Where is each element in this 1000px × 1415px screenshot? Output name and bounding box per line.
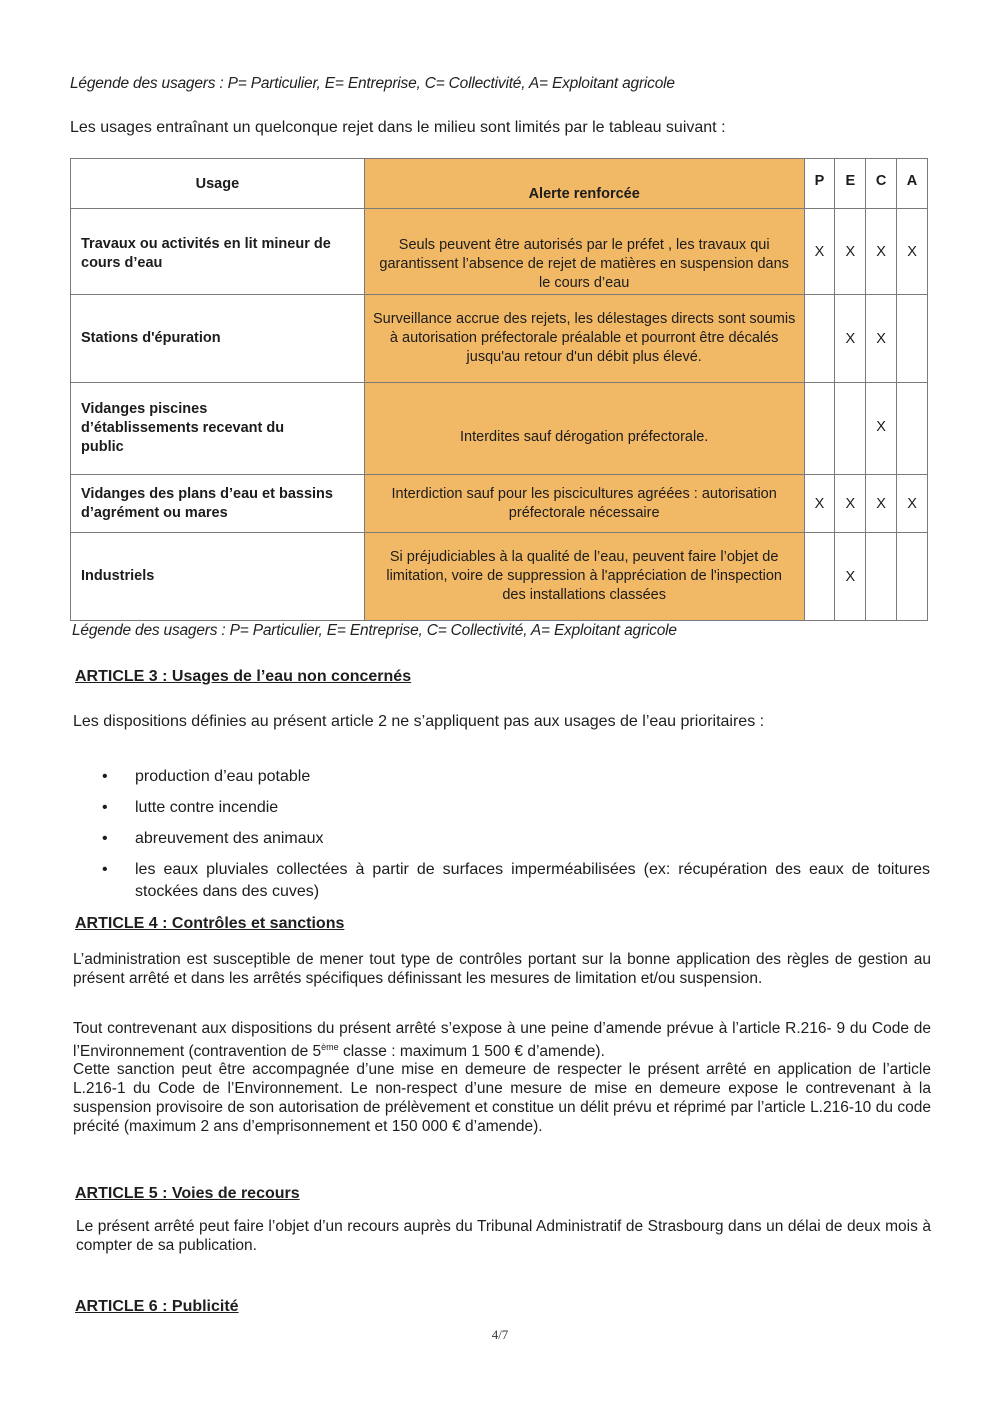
list-item: • lutte contre incendie xyxy=(102,799,279,816)
legend-bottom: Légende des usagers : P= Particulier, E= Entreprise, C= Collectivité, A= Exploitant agricole xyxy=(72,622,677,639)
header-c: C xyxy=(866,159,897,209)
table-header-row xyxy=(71,159,928,209)
c-cell xyxy=(866,533,897,621)
page-number: 4/7 xyxy=(491,1327,509,1342)
bullet-icon: • xyxy=(102,861,108,878)
a-cell xyxy=(897,533,928,621)
bullet-icon: • xyxy=(102,768,108,785)
table-row xyxy=(71,209,928,295)
list-item: • production d’eau potable xyxy=(102,768,311,785)
article3-bullet-list xyxy=(100,766,930,913)
header-p: P xyxy=(804,159,835,209)
header-usage: Usage xyxy=(71,159,365,209)
usage-cell: Stations d'épuration xyxy=(71,295,365,383)
bullet-icon: • xyxy=(102,799,108,816)
usage-cell: Industriels xyxy=(71,533,365,621)
e-cell xyxy=(835,383,866,475)
header-e: E xyxy=(835,159,866,209)
list-item: • les eaux pluviales collectées à partir de surfaces imperméabilisées (ex: récupération des eaux de toitures stockées dans des cuves) xyxy=(102,861,930,900)
a-cell xyxy=(897,383,928,475)
alert-cell: Si préjudiciables à la qualité de l’eau, peuvent faire l’objet de limitation, voire de suppression à l'appréciation de l'inspection des installations classées xyxy=(364,533,804,621)
legend-top: Légende des usagers : P= Particulier, E= Entreprise, C= Collectivité, A= Exploitant agricole xyxy=(70,75,675,92)
bullet-icon: • xyxy=(102,830,108,847)
a-cell: X xyxy=(897,209,928,295)
article4-paragraph-3: Cette sanction peut être accompagnée d’une mise en demeure de respecter le présent arrêté en application de l’article L.216-1 du Code de l’Environnement. Le non-respect d’une mesure de mise en demeure expose le contrevenant à la suspension provisoire de son autorisation de prélèvement et constitue un délit prévu et réprimé par l’article L.216-10 du code précité (maximum 2 ans d’emprisonnement et 150 000 € d’amende). xyxy=(73,1061,931,1135)
e-cell: X xyxy=(835,475,866,533)
usage-cell: Vidanges piscines d’établissements recevant du public xyxy=(71,383,365,475)
a-cell xyxy=(897,295,928,383)
alert-cell: Interdites sauf dérogation préfectorale. xyxy=(364,383,804,475)
table-row xyxy=(71,383,928,475)
usage-cell: Travaux ou activités en lit mineur de cours d’eau xyxy=(71,209,365,295)
c-cell: X xyxy=(866,383,897,475)
c-cell: X xyxy=(866,209,897,295)
e-cell: X xyxy=(835,295,866,383)
table-row xyxy=(71,295,928,383)
p-cell: X xyxy=(804,209,835,295)
c-cell: X xyxy=(866,475,897,533)
list-item: • abreuvement des animaux xyxy=(102,830,324,847)
table-row xyxy=(71,475,928,533)
alert-cell: Seuls peuvent être autorisés par le préfet , les travaux qui garantissent l’absence de rejet de matières en suspension dans le cours d’eau xyxy=(364,209,804,295)
article5-heading: ARTICLE 5 : Voies de recours xyxy=(75,1185,300,1202)
article6-heading: ARTICLE 6 : Publicité xyxy=(75,1298,239,1315)
alert-cell: Surveillance accrue des rejets, les délestages directs sont soumis à autorisation préfectorale préalable et pourront être décalés jusqu'au retour d'un débit plus élevé. xyxy=(364,295,804,383)
c-cell: X xyxy=(866,295,897,383)
article5-paragraph: Le présent arrêté peut faire l’objet d’un recours auprès du Tribunal Administratif de Strasbourg dans un délai de deux mois à compter de sa publication. xyxy=(76,1218,931,1254)
usage-restrictions-table xyxy=(70,158,928,621)
p-cell: X xyxy=(804,475,835,533)
e-cell: X xyxy=(835,209,866,295)
alert-cell: Interdiction sauf pour les piscicultures agréées : autorisation préfectorale nécessaire xyxy=(364,475,804,533)
article4-paragraph-1: L’administration est susceptible de mener tout type de contrôles portant sur la bonne application des règles de gestion au présent arrêté et dans les arrêtés spécifiques définissant les mesures de limitation et/ou suspension. xyxy=(73,951,931,987)
p-cell xyxy=(804,383,835,475)
article3-heading: ARTICLE 3 : Usages de l’eau non concernés xyxy=(75,668,412,685)
article4-paragraph-2: Tout contrevenant aux dispositions du présent arrêté s’expose à une peine d’amende prévue à l’article R.216- 9 du Code de l’Environnement (contravention de 5ème classe : maximum 1 500 € d’amende). xyxy=(73,1020,931,1061)
table-row xyxy=(71,533,928,621)
a-cell: X xyxy=(897,475,928,533)
header-a: A xyxy=(897,159,928,209)
p-cell xyxy=(804,533,835,621)
table-intro: Les usages entraînant un quelconque rejet dans le milieu sont limités par le tableau suivant : xyxy=(70,119,726,136)
article4-heading: ARTICLE 4 : Contrôles et sanctions xyxy=(75,915,345,932)
usage-cell: Vidanges des plans d’eau et bassins d’agrément ou mares xyxy=(71,475,365,533)
header-alert: Alerte renforcée xyxy=(364,159,804,209)
e-cell: X xyxy=(835,533,866,621)
p-cell xyxy=(804,295,835,383)
article3-intro: Les dispositions définies au présent article 2 ne s’appliquent pas aux usages de l’eau prioritaires : xyxy=(73,713,765,730)
